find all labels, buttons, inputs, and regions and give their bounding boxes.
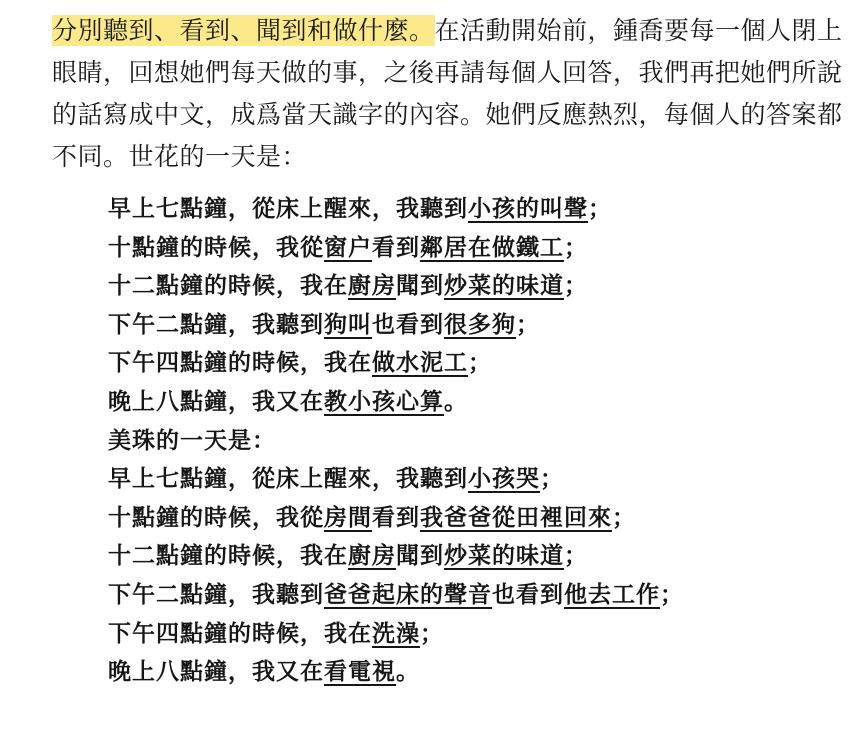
entry-text: 下午二點鐘，我聽到 [108, 310, 324, 338]
entry-text: 看到 [372, 503, 420, 531]
entry-line [108, 306, 848, 345]
entry-text: ； [612, 503, 636, 531]
entry-text: 下午二點鐘，我聽到 [108, 580, 324, 608]
intro-paragraph [52, 10, 860, 178]
underlined-phrase: 教小孩心算 [324, 387, 444, 415]
entry-line [108, 344, 848, 383]
underlined-phrase: 狗叫 [324, 310, 372, 338]
entry-text: ； [516, 310, 540, 338]
entry-text: 早上七點鐘，從床上醒來，我聽到 [108, 465, 468, 493]
entry-line [108, 267, 848, 306]
underlined-phrase: 炒菜的味道 [444, 272, 564, 300]
entry-text: 十二點鐘的時候，我在 [108, 542, 348, 570]
underlined-phrase: 他去工作 [564, 580, 660, 608]
entry-text: ； [564, 272, 588, 300]
entry-text: ； [420, 619, 444, 647]
underlined-phrase: 看電視 [324, 658, 396, 686]
underlined-phrase: 我爸爸從田裡回來 [420, 503, 612, 531]
entry-line [108, 537, 848, 576]
entry-text: ； [588, 195, 612, 222]
underlined-phrase: 洗澡 [372, 619, 420, 647]
entry-text: 十二點鐘的時候，我在 [108, 272, 348, 300]
entry-line [108, 576, 848, 615]
entry-text: 也看到 [492, 580, 564, 608]
intro-text: 在活動開始前，鍾喬要每一個人閉上眼睛，回想她們每天做的事，之後再請每個人回答，我們再把她們所說的話寫成中文，成爲當天識字的內容。她們反應熱烈，每個人的答案都不同。世花的一天是： [52, 16, 843, 171]
entry-text: 下午四點鐘的時候，我在 [108, 619, 372, 647]
underlined-phrase: 鄰居在做鐵工 [420, 233, 564, 261]
entry-line [108, 653, 848, 692]
entry-text: 早上七點鐘，從床上醒來，我聽到 [108, 195, 468, 222]
entry-text: ； [564, 542, 588, 570]
entry-text: 聞到 [396, 542, 444, 570]
underlined-phrase: 窗户 [324, 233, 372, 261]
entry-line [108, 383, 848, 422]
entry-text: 也看到 [372, 310, 444, 338]
underlined-phrase: 廚房 [348, 542, 396, 570]
entry-text: ； [540, 465, 564, 493]
underlined-phrase: 炒菜的味道 [444, 542, 564, 570]
entry-text: 。 [444, 387, 468, 415]
underlined-phrase: 小孩的叫聲 [468, 195, 588, 222]
entry-line [108, 422, 848, 461]
entry-line [108, 460, 848, 499]
underlined-phrase: 做水泥工 [372, 349, 468, 377]
entry-text: 聞到 [396, 272, 444, 300]
entry-text: 。 [396, 658, 420, 686]
highlighted-text: 分別聽到、看到、聞到和做什麼。 [52, 16, 435, 45]
entry-text: ； [468, 349, 492, 377]
entry-text: 看到 [372, 233, 420, 261]
entry-text: ； [564, 233, 588, 261]
entry-text: 十點鐘的時候，我從 [108, 503, 324, 531]
entry-line [108, 615, 848, 654]
underlined-phrase: 爸爸起床的聲音 [324, 580, 492, 608]
entry-text: 晚上八點鐘，我又在 [108, 387, 324, 415]
daily-entries-list [108, 190, 848, 692]
entry-text: 十點鐘的時候，我從 [108, 233, 324, 261]
entry-line [108, 499, 848, 538]
entry-text: 美珠的一天是： [108, 426, 276, 454]
underlined-phrase: 小孩哭 [468, 465, 540, 493]
underlined-phrase: 房間 [324, 503, 372, 531]
entry-text: ； [660, 580, 684, 608]
underlined-phrase: 廚房 [348, 272, 396, 300]
entry-line [108, 190, 848, 229]
entry-text: 下午四點鐘的時候，我在 [108, 349, 372, 377]
entry-text: 晚上八點鐘，我又在 [108, 658, 324, 686]
entry-line [108, 229, 848, 268]
underlined-phrase: 很多狗 [444, 310, 516, 338]
